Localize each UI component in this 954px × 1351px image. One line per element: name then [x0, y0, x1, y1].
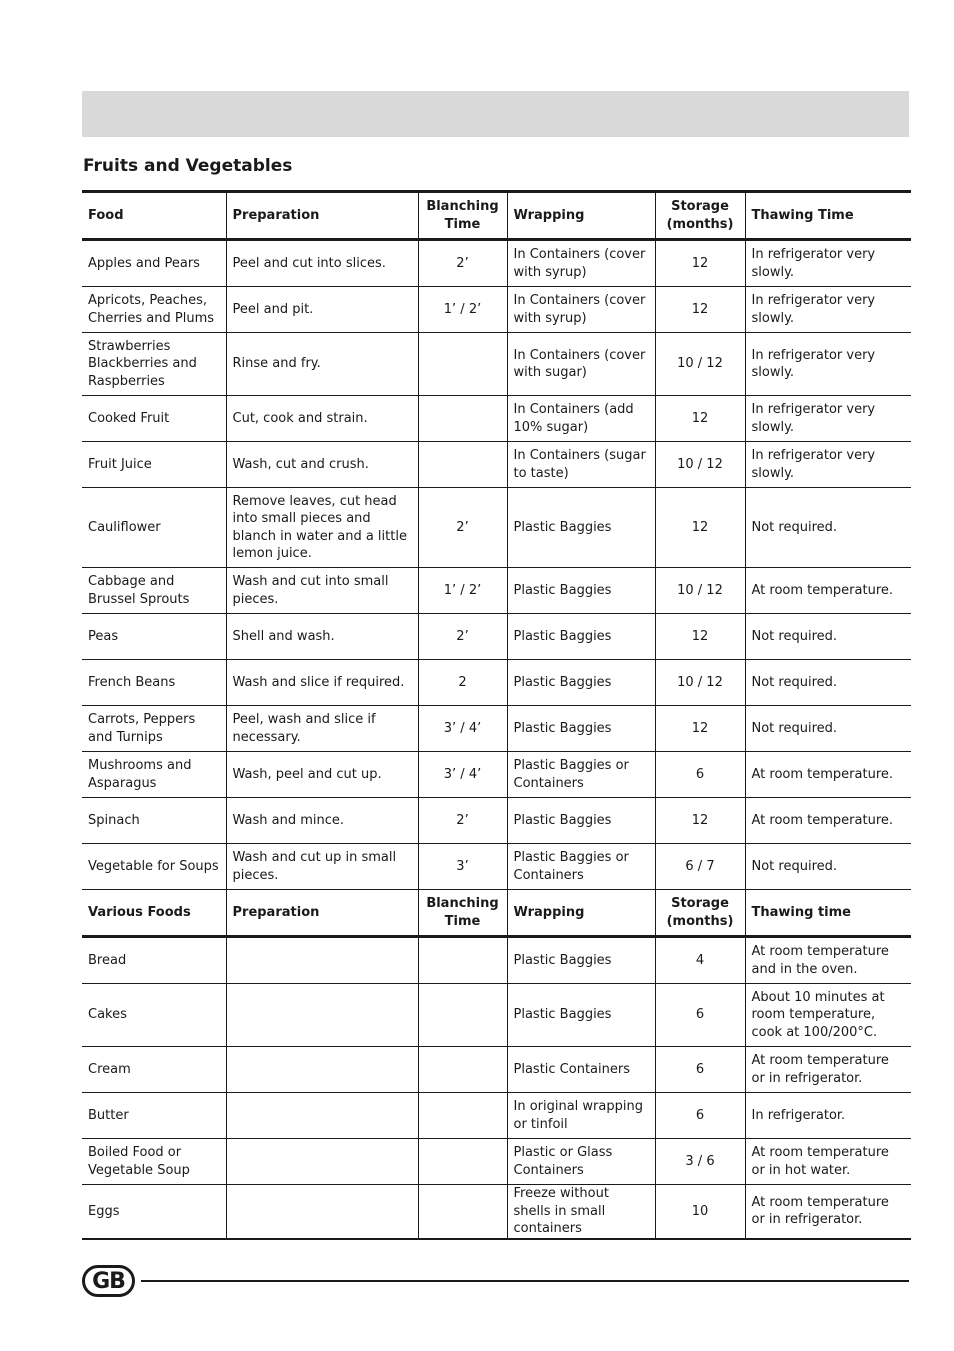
table-row [82, 706, 911, 752]
col-header-blanching: Blanching Time [418, 192, 507, 240]
cell-food: Cooked Fruit [82, 396, 226, 442]
cell-blanching [418, 1139, 507, 1185]
cell-blanching: 2’ [418, 488, 507, 568]
cell-wrapping: In Containers (add 10% sugar) [507, 396, 655, 442]
cell-thawing: Not required. [745, 660, 911, 706]
cell-preparation [226, 1139, 418, 1185]
cell-thawing: Not required. [745, 488, 911, 568]
cell-food: Butter [82, 1093, 226, 1139]
table-row [82, 287, 911, 333]
cell-preparation: Shell and wash. [226, 614, 418, 660]
cell-food: Spinach [82, 798, 226, 844]
cell-preparation: Wash, cut and crush. [226, 442, 418, 488]
header-band [82, 91, 909, 137]
cell-thawing: In refrigerator very slowly. [745, 442, 911, 488]
cell-blanching: 2 [418, 660, 507, 706]
cell-storage: 6 [655, 752, 745, 798]
cell-blanching [418, 984, 507, 1047]
table-row [82, 240, 911, 287]
cell-preparation: Wash, peel and cut up. [226, 752, 418, 798]
cell-food: Cabbage and Brussel Sprouts [82, 568, 226, 614]
cell-storage: 12 [655, 706, 745, 752]
cell-food: Peas [82, 614, 226, 660]
cell-wrapping: Plastic Baggies [507, 706, 655, 752]
cell-wrapping: In Containers (cover with syrup) [507, 240, 655, 287]
cell-food: Vegetable for Soups [82, 844, 226, 890]
cell-blanching [418, 937, 507, 984]
cell-thawing: At room temperature. [745, 568, 911, 614]
cell-blanching [418, 1093, 507, 1139]
cell-food: Strawberries Blackberries and Raspberries [82, 333, 226, 396]
cell-wrapping: In Containers (cover with syrup) [507, 287, 655, 333]
col-header-thawing: Thawing time [745, 890, 911, 937]
cell-food: Fruit Juice [82, 442, 226, 488]
cell-food: Mushrooms and Asparagus [82, 752, 226, 798]
cell-blanching [418, 333, 507, 396]
table-row [82, 798, 911, 844]
cell-blanching: 2’ [418, 614, 507, 660]
table-row [82, 442, 911, 488]
cell-blanching [418, 1185, 507, 1239]
cell-thawing: At room temperature and in the oven. [745, 937, 911, 984]
cell-storage: 12 [655, 798, 745, 844]
cell-preparation [226, 1093, 418, 1139]
section-title: Fruits and Vegetables [83, 156, 293, 176]
cell-food: Eggs [82, 1185, 226, 1239]
cell-thawing: About 10 minutes at room temperature, cook at 100/200°C. [745, 984, 911, 1047]
cell-thawing: Not required. [745, 706, 911, 752]
cell-storage: 10 / 12 [655, 442, 745, 488]
cell-food: Boiled Food or Vegetable Soup [82, 1139, 226, 1185]
cell-preparation: Peel, wash and slice if necessary. [226, 706, 418, 752]
table-row [82, 660, 911, 706]
cell-blanching [418, 396, 507, 442]
various-foods-rows [82, 937, 911, 1239]
cell-blanching: 2’ [418, 798, 507, 844]
cell-storage: 6 [655, 984, 745, 1047]
cell-storage: 10 / 12 [655, 568, 745, 614]
cell-wrapping: Plastic Baggies or Containers [507, 844, 655, 890]
table-row [82, 937, 911, 984]
table-row [82, 752, 911, 798]
cell-blanching: 3’ / 4’ [418, 706, 507, 752]
cell-thawing: At room temperature or in hot water. [745, 1139, 911, 1185]
cell-blanching: 2’ [418, 240, 507, 287]
cell-wrapping: Plastic Baggies [507, 568, 655, 614]
cell-food: Bread [82, 937, 226, 984]
cell-wrapping: In Containers (sugar to taste) [507, 442, 655, 488]
cell-thawing: At room temperature. [745, 752, 911, 798]
cell-preparation [226, 1185, 418, 1239]
cell-thawing: At room temperature. [745, 798, 911, 844]
cell-wrapping: Plastic Baggies [507, 660, 655, 706]
cell-preparation: Peel and pit. [226, 287, 418, 333]
table-row [82, 396, 911, 442]
col-header-wrapping: Wrapping [507, 192, 655, 240]
col-header-wrapping: Wrapping [507, 890, 655, 937]
cell-wrapping: Plastic Containers [507, 1047, 655, 1093]
cell-food: Cream [82, 1047, 226, 1093]
cell-food: Cakes [82, 984, 226, 1047]
cell-preparation: Cut, cook and strain. [226, 396, 418, 442]
table-row [82, 568, 911, 614]
table-header-row [82, 890, 911, 937]
table-row [82, 984, 911, 1047]
cell-storage: 12 [655, 287, 745, 333]
cell-preparation [226, 1047, 418, 1093]
cell-wrapping: Freeze without shells in small containers [507, 1185, 655, 1239]
cell-storage: 3 / 6 [655, 1139, 745, 1185]
footer-rule [141, 1280, 909, 1282]
cell-storage: 4 [655, 937, 745, 984]
cell-storage: 12 [655, 488, 745, 568]
cell-storage: 10 [655, 1185, 745, 1239]
cell-wrapping: Plastic Baggies or Containers [507, 752, 655, 798]
cell-wrapping: Plastic Baggies [507, 984, 655, 1047]
cell-thawing: Not required. [745, 844, 911, 890]
col-header-preparation: Preparation [226, 192, 418, 240]
table-row [82, 1139, 911, 1185]
table-row [82, 333, 911, 396]
cell-food: Apricots, Peaches, Cherries and Plums [82, 287, 226, 333]
various-foods-header [82, 890, 911, 937]
cell-blanching: 1’ / 2’ [418, 287, 507, 333]
cell-thawing: At room temperature or in refrigerator. [745, 1185, 911, 1239]
cell-preparation: Peel and cut into slices. [226, 240, 418, 287]
cell-preparation: Wash and mince. [226, 798, 418, 844]
table-header-row [82, 192, 911, 240]
cell-preparation: Remove leaves, cut head into small pieces and blanch in water and a little lemon juice. [226, 488, 418, 568]
table-row [82, 1185, 911, 1239]
col-header-preparation: Preparation [226, 890, 418, 937]
cell-food: Cauliflower [82, 488, 226, 568]
cell-wrapping: In original wrapping or tinfoil [507, 1093, 655, 1139]
cell-thawing: Not required. [745, 614, 911, 660]
cell-food: French Beans [82, 660, 226, 706]
cell-preparation: Rinse and fry. [226, 333, 418, 396]
cell-wrapping: In Containers (cover with sugar) [507, 333, 655, 396]
table-row [82, 488, 911, 568]
col-header-blanching: Blanching Time [418, 890, 507, 937]
cell-thawing: At room temperature or in refrigerator. [745, 1047, 911, 1093]
cell-preparation: Wash and cut into small pieces. [226, 568, 418, 614]
cell-thawing: In refrigerator. [745, 1093, 911, 1139]
cell-preparation: Wash and slice if required. [226, 660, 418, 706]
cell-blanching [418, 442, 507, 488]
country-badge: GB [82, 1265, 135, 1297]
cell-thawing: In refrigerator very slowly. [745, 396, 911, 442]
cell-blanching: 3’ [418, 844, 507, 890]
col-header-various-foods: Various Foods [82, 890, 226, 937]
cell-wrapping: Plastic Baggies [507, 937, 655, 984]
cell-wrapping: Plastic or Glass Containers [507, 1139, 655, 1185]
cell-storage: 6 [655, 1093, 745, 1139]
cell-storage: 12 [655, 240, 745, 287]
table-row [82, 1047, 911, 1093]
cell-storage: 6 [655, 1047, 745, 1093]
cell-food: Apples and Pears [82, 240, 226, 287]
col-header-storage: Storage (months) [655, 192, 745, 240]
cell-blanching [418, 1047, 507, 1093]
cell-wrapping: Plastic Baggies [507, 798, 655, 844]
col-header-storage: Storage (months) [655, 890, 745, 937]
cell-preparation: Wash and cut up in small pieces. [226, 844, 418, 890]
cell-storage: 12 [655, 614, 745, 660]
table-row [82, 844, 911, 890]
cell-storage: 12 [655, 396, 745, 442]
cell-preparation [226, 937, 418, 984]
cell-preparation [226, 984, 418, 1047]
cell-thawing: In refrigerator very slowly. [745, 240, 911, 287]
fruits-vegetables-rows [82, 240, 911, 890]
cell-food: Carrots, Peppers and Turnips [82, 706, 226, 752]
freezing-table [82, 190, 911, 1240]
cell-wrapping: Plastic Baggies [507, 614, 655, 660]
cell-storage: 10 / 12 [655, 660, 745, 706]
table-row [82, 1093, 911, 1139]
cell-blanching: 1’ / 2’ [418, 568, 507, 614]
cell-blanching: 3’ / 4’ [418, 752, 507, 798]
table-row [82, 614, 911, 660]
cell-wrapping: Plastic Baggies [507, 488, 655, 568]
col-header-thawing: Thawing Time [745, 192, 911, 240]
cell-thawing: In refrigerator very slowly. [745, 333, 911, 396]
cell-storage: 10 / 12 [655, 333, 745, 396]
col-header-food: Food [82, 192, 226, 240]
cell-thawing: In refrigerator very slowly. [745, 287, 911, 333]
cell-storage: 6 / 7 [655, 844, 745, 890]
